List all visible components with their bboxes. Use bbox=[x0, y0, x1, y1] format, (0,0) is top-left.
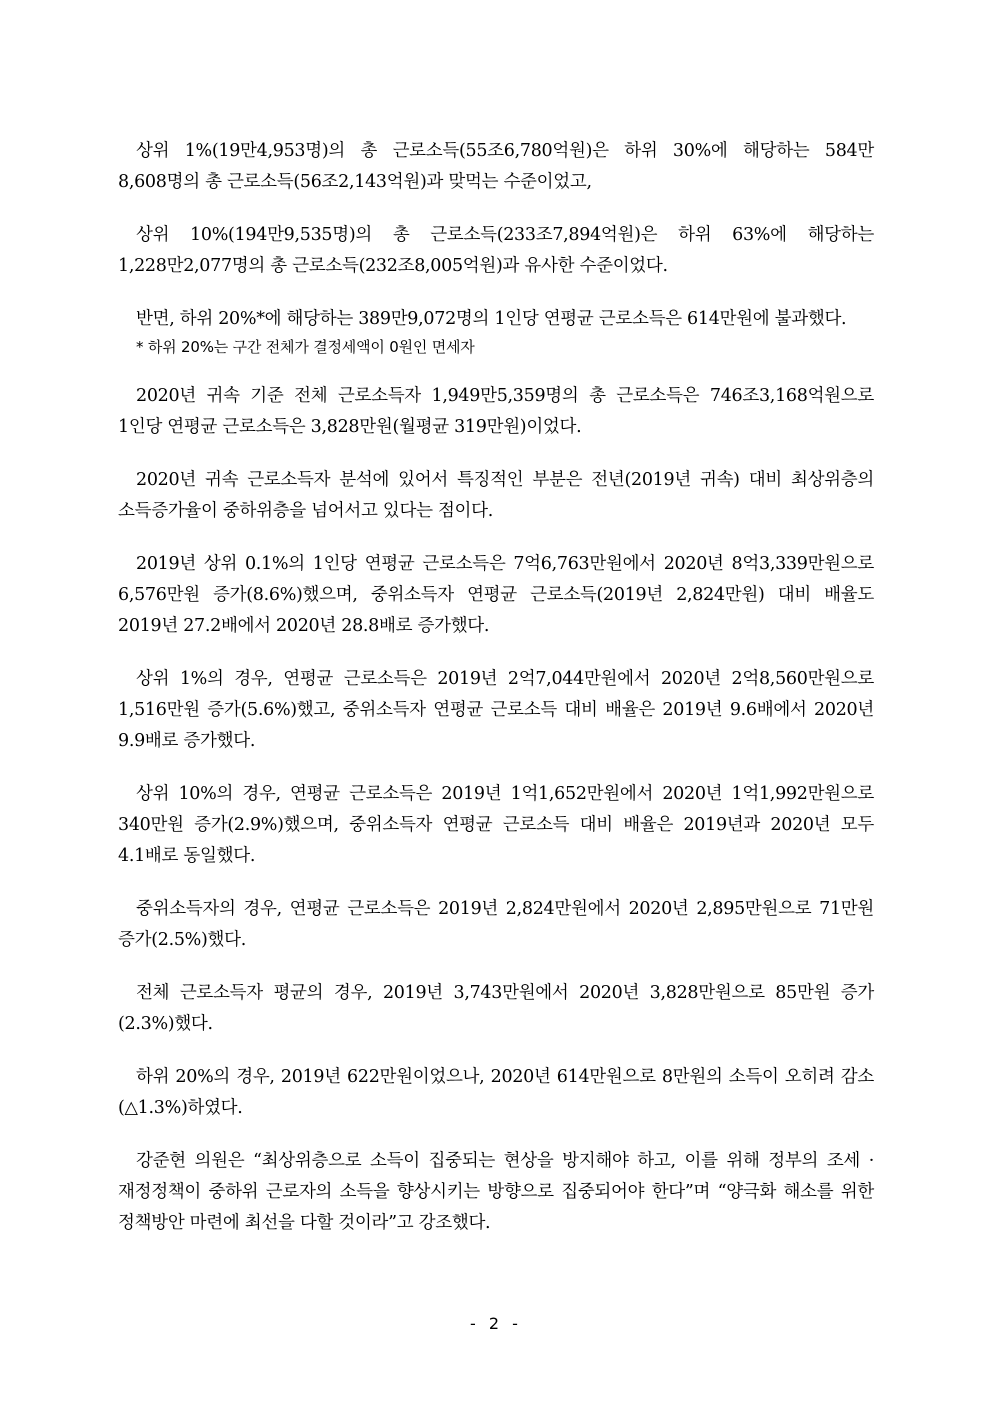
paragraph-top10: 상위 10%의 경우, 연평균 근로소득은 2019년 1억1,652만원에서 2020년 1억1,992만원으로 340만원 증가(2.9%)했으며, 중위소득자 연평균 근로소득 대비 배율은 2019년과 2020년 모두 4.1배로 동일했다. bbox=[118, 784, 874, 866]
paragraph-top1-vs-bottom30: 상위 1%(19만4,953명)의 총 근로소득(55조6,780억원)은 하위 30%에 해당하는 584만 8,608명의 총 근로소득(56조2,143억원)과 맞먹는 수준이었고, bbox=[118, 141, 874, 192]
paragraph-key-feature: 2020년 귀속 근로소득자 분석에 있어서 특징적인 부분은 전년(2019년 귀속) 대비 최상위층의 소득증가율이 중하위층을 넘어서고 있다는 점이다. bbox=[118, 470, 874, 521]
paragraph-bottom20: 반면, 하위 20%*에 해당하는 389만9,072명의 1인당 연평균 근로소득은 614만원에 불과했다. bbox=[136, 309, 847, 329]
paragraph-average: 전체 근로소득자 평균의 경우, 2019년 3,743만원에서 2020년 3,828만원으로 85만원 증가(2.3%)했다. bbox=[118, 983, 874, 1034]
paragraph-top1: 상위 1%의 경우, 연평균 근로소득은 2019년 2억7,044만원에서 2020년 2억8,560만원으로 1,516만원 증가(5.6%)했고, 중위소득자 연평균 근로소득 대비 배율은 2019년 9.6배에서 2020년 9.9배로 증가했다. bbox=[118, 669, 874, 751]
page-number: - 2 - bbox=[470, 1314, 522, 1333]
footnote-bottom20: * 하위 20%는 구간 전체가 결정세액이 0원인 면세자 bbox=[136, 338, 475, 356]
paragraph-total-earners: 2020년 귀속 기준 전체 근로소득자 1,949만5,359명의 총 근로소득은 746조3,168억원으로 1인당 연평균 근로소득은 3,828만원(월평균 319만원)이었다. bbox=[118, 386, 874, 437]
paragraph-bottom20-change: 하위 20%의 경우, 2019년 622만원이었으나, 2020년 614만원으로 8만원의 소득이 오히려 감소(△1.3%)하였다. bbox=[118, 1067, 874, 1118]
paragraph-median: 중위소득자의 경우, 연평균 근로소득은 2019년 2,824만원에서 2020년 2,895만원으로 71만원 증가(2.5%)했다. bbox=[118, 899, 874, 950]
paragraph-quote: 강준현 의원은 “최상위층으로 소득이 집중되는 현상을 방지해야 하고, 이를 위해 정부의 조세 · 재정정책이 중하위 근로자의 소득을 향상시키는 방향으로 집중되어야 한다”며 “양극화 해소를 위한 정책방안 마련에 최선을 다할 것이라”고 강조했다. bbox=[118, 1151, 874, 1233]
paragraph-top0-1: 2019년 상위 0.1%의 1인당 연평균 근로소득은 7억6,763만원에서 2020년 8억3,339만원으로 6,576만원 증가(8.6%)했으며, 중위소득자 연평균 근로소득(2019년 2,824만원) 대비 배율도 2019년 27.2배에서 2020년 28.8배로 증가했다. bbox=[118, 554, 874, 636]
paragraph-top10-vs-bottom63: 상위 10%(194만9,535명)의 총 근로소득(233조7,894억원)은 하위 63%에 해당하는 1,228만2,077명의 총 근로소득(232조8,005억원)과 유사한 수준이었다. bbox=[118, 225, 874, 276]
document-body bbox=[118, 136, 874, 1239]
